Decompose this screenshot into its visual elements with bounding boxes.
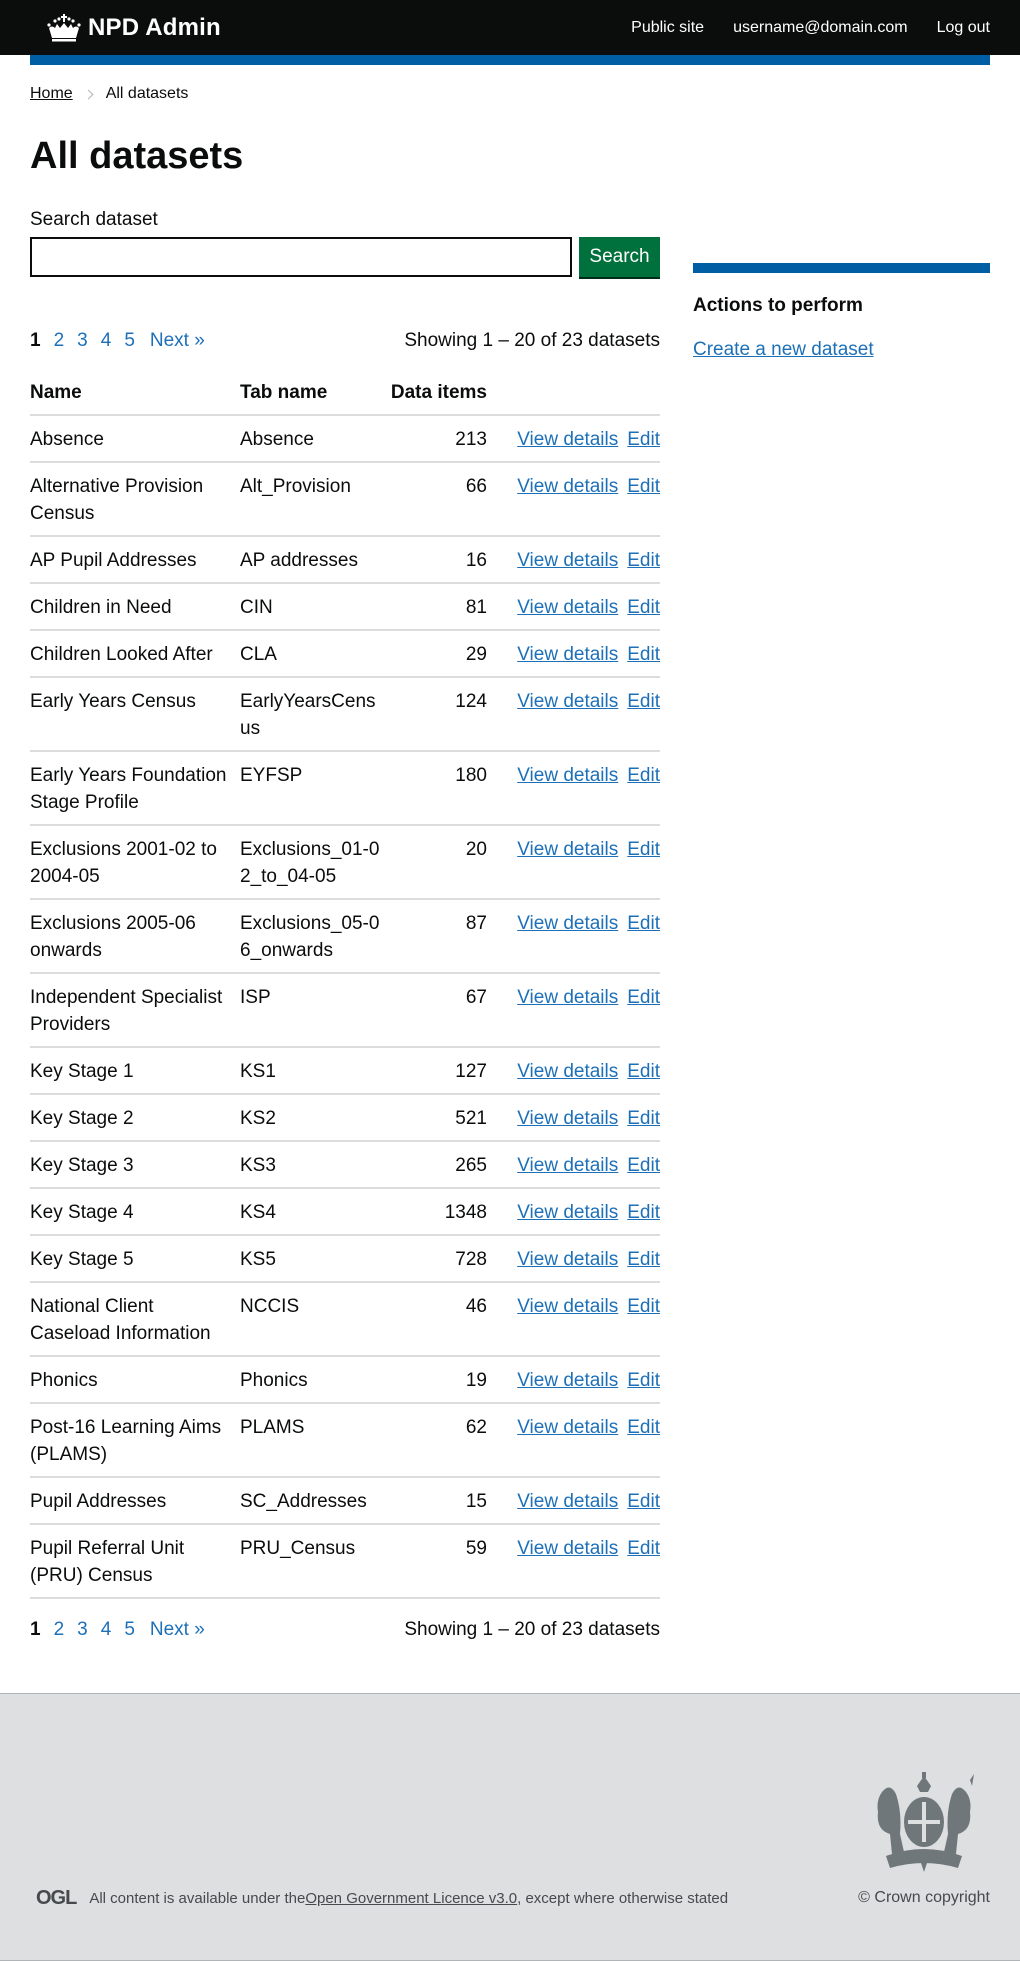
table-header-row — [30, 371, 660, 415]
licence-suffix: , except where otherwise stated — [517, 1889, 729, 1907]
dataset-name: Pupil Addresses — [30, 1477, 240, 1524]
dataset-tab-name: KS5 — [240, 1235, 390, 1282]
dataset-name: Children Looked After — [30, 630, 240, 677]
dataset-data-items: 16 — [390, 536, 497, 583]
dataset-name: Post-16 Learning Aims (PLAMS) — [30, 1403, 240, 1477]
table-row — [30, 1235, 660, 1282]
ogl-logo-icon: OGL — [36, 1886, 77, 1909]
dataset-tab-name: EarlyYearsCensus — [240, 677, 390, 751]
breadcrumb-home[interactable]: Home — [30, 85, 73, 102]
view-details-link[interactable]: View details — [517, 1490, 619, 1512]
dataset-name: Key Stage 2 — [30, 1094, 240, 1141]
dataset-tab-name: PLAMS — [240, 1403, 390, 1477]
table-row — [30, 630, 660, 677]
row-actions — [497, 899, 660, 973]
edit-link[interactable]: Edit — [627, 1490, 660, 1512]
dataset-name: Key Stage 3 — [30, 1141, 240, 1188]
search-label: Search dataset — [30, 208, 158, 230]
dataset-data-items: 66 — [390, 462, 497, 536]
dataset-tab-name: CLA — [240, 630, 390, 677]
table-row — [30, 1524, 660, 1598]
main-content — [30, 178, 660, 1641]
view-details-link[interactable]: View details — [517, 1416, 619, 1438]
copyright-text: © Crown copyright — [858, 1888, 990, 1906]
sidebar-heading: Actions to perform — [693, 294, 863, 316]
dataset-tab-name: Phonics — [240, 1356, 390, 1403]
row-actions — [497, 536, 660, 583]
edit-link[interactable]: Edit — [627, 596, 660, 618]
row-actions — [497, 630, 660, 677]
view-details-link[interactable]: View details — [517, 912, 619, 934]
dataset-name: Alternative Provision Census — [30, 462, 240, 536]
dataset-data-items: 213 — [390, 415, 497, 462]
dataset-tab-name: Exclusions_05-06_onwards — [240, 899, 390, 973]
table-row — [30, 415, 660, 462]
row-actions — [497, 1047, 660, 1094]
licence-link[interactable]: Open Government Licence v3.0 — [305, 1889, 518, 1907]
page-link-5[interactable]: 5 — [124, 329, 135, 351]
search-form — [30, 237, 660, 277]
edit-link[interactable]: Edit — [627, 1369, 660, 1391]
table-row — [30, 751, 660, 825]
column-header-data-items: Data items — [390, 371, 497, 415]
dataset-tab-name: NCCIS — [240, 1282, 390, 1356]
row-actions — [497, 1141, 660, 1188]
dataset-name: AP Pupil Addresses — [30, 536, 240, 583]
edit-link[interactable]: Edit — [627, 475, 660, 497]
datasets-table — [30, 371, 660, 1599]
app-title: NPD Admin — [88, 13, 221, 41]
row-actions — [497, 825, 660, 899]
licence-prefix: All content is available under the — [89, 1889, 306, 1907]
row-actions — [497, 1524, 660, 1598]
view-details-link[interactable]: View details — [517, 596, 619, 618]
dataset-name: Key Stage 4 — [30, 1188, 240, 1235]
dataset-tab-name: ISP — [240, 973, 390, 1047]
dataset-tab-name: Alt_Provision — [240, 462, 390, 536]
edit-link[interactable]: Edit — [627, 690, 660, 712]
table-row — [30, 1477, 660, 1524]
dataset-name: Exclusions 2001-02 to 2004-05 — [30, 825, 240, 899]
row-actions — [497, 1188, 660, 1235]
dataset-data-items: 265 — [390, 1141, 497, 1188]
search-button[interactable]: Search — [579, 237, 660, 277]
table-row — [30, 899, 660, 973]
breadcrumb — [30, 84, 990, 104]
results-summary: Showing 1 – 20 of 23 datasets — [404, 1618, 660, 1640]
table-row — [30, 462, 660, 536]
view-details-link[interactable]: View details — [517, 764, 619, 786]
search-input[interactable] — [30, 237, 572, 277]
pager — [30, 330, 205, 352]
dataset-data-items: 62 — [390, 1403, 497, 1477]
pagination-bottom — [30, 1619, 660, 1641]
view-details-link[interactable]: View details — [517, 1295, 619, 1317]
next-page-link[interactable]: Next » — [149, 1618, 205, 1640]
dataset-data-items: 20 — [390, 825, 497, 899]
dataset-data-items: 81 — [390, 583, 497, 630]
view-details-link[interactable]: View details — [517, 838, 619, 860]
row-actions — [497, 751, 660, 825]
dataset-name: Exclusions 2005-06 onwards — [30, 899, 240, 973]
page-link-4[interactable]: 4 — [100, 329, 112, 351]
dataset-data-items: 59 — [390, 1524, 497, 1598]
dataset-name: National Client Caseload Information — [30, 1282, 240, 1356]
dataset-tab-name: KS3 — [240, 1141, 390, 1188]
dataset-name: Pupil Referral Unit (PRU) Census — [30, 1524, 240, 1598]
dataset-tab-name: EYFSP — [240, 751, 390, 825]
dataset-data-items: 1348 — [390, 1188, 497, 1235]
home-logo-link[interactable] — [46, 13, 221, 43]
dataset-data-items: 87 — [390, 899, 497, 973]
dataset-data-items: 15 — [390, 1477, 497, 1524]
column-header-tab-name: Tab name — [240, 371, 390, 415]
row-actions — [497, 1403, 660, 1477]
view-details-link[interactable]: View details — [517, 1248, 619, 1270]
page-link-2[interactable]: 2 — [53, 1618, 65, 1640]
dataset-tab-name: KS4 — [240, 1188, 390, 1235]
view-details-link[interactable]: View details — [517, 1369, 619, 1391]
row-actions — [497, 1477, 660, 1524]
view-details-link[interactable]: View details — [517, 1154, 619, 1176]
row-actions — [497, 415, 660, 462]
table-row — [30, 1188, 660, 1235]
dataset-data-items: 29 — [390, 630, 497, 677]
edit-link[interactable]: Edit — [627, 1154, 660, 1176]
table-row — [30, 1403, 660, 1477]
row-actions — [497, 462, 660, 536]
breadcrumb-current: All datasets — [105, 85, 189, 102]
results-summary: Showing 1 – 20 of 23 datasets — [404, 329, 660, 351]
dataset-name: Children in Need — [30, 583, 240, 630]
view-details-link[interactable]: View details — [517, 1537, 619, 1559]
site-header — [0, 0, 1020, 55]
page-link-2[interactable]: 2 — [53, 329, 65, 351]
edit-link[interactable]: Edit — [627, 1201, 660, 1223]
crown-icon — [46, 13, 82, 43]
table-row — [30, 825, 660, 899]
row-actions — [497, 1356, 660, 1403]
page-link-3[interactable]: 3 — [77, 1618, 88, 1640]
edit-link[interactable]: Edit — [627, 1060, 660, 1082]
page-title: All datasets — [30, 135, 244, 177]
page-current: 1 — [30, 329, 41, 351]
row-actions — [497, 583, 660, 630]
dataset-tab-name: Exclusions_01-02_to_04-05 — [240, 825, 390, 899]
public-site-link[interactable]: Public site — [631, 18, 705, 36]
page-link-5[interactable]: 5 — [124, 1618, 135, 1640]
edit-link[interactable]: Edit — [627, 1537, 660, 1559]
table-row — [30, 1141, 660, 1188]
log-out-link[interactable]: Log out — [936, 18, 990, 36]
dataset-name: Early Years Foundation Stage Profile — [30, 751, 240, 825]
row-actions — [497, 1282, 660, 1356]
royal-coat-of-arms-icon — [862, 1772, 987, 1874]
table-row — [30, 1282, 660, 1356]
dataset-data-items: 124 — [390, 677, 497, 751]
view-details-link[interactable]: View details — [517, 690, 619, 712]
dataset-data-items: 180 — [390, 751, 497, 825]
dataset-data-items: 67 — [390, 973, 497, 1047]
pager — [30, 1619, 205, 1641]
table-row — [30, 583, 660, 630]
dataset-name: Independent Specialist Providers — [30, 973, 240, 1047]
sidebar-accent-bar — [693, 263, 990, 273]
dataset-name: Key Stage 5 — [30, 1235, 240, 1282]
table-row — [30, 536, 660, 583]
edit-link[interactable]: Edit — [627, 912, 660, 934]
dataset-data-items: 127 — [390, 1047, 497, 1094]
column-header-actions — [497, 371, 660, 415]
page-link-4[interactable]: 4 — [100, 1618, 112, 1640]
create-dataset-link[interactable]: Create a new dataset — [693, 338, 874, 360]
next-page-link[interactable]: Next » — [149, 329, 205, 351]
chevron-right-icon — [83, 89, 93, 99]
table-row — [30, 1094, 660, 1141]
table-row — [30, 973, 660, 1047]
table-row — [30, 1047, 660, 1094]
column-header-name: Name — [30, 371, 240, 415]
edit-link[interactable]: Edit — [627, 838, 660, 860]
view-details-link[interactable]: View details — [517, 549, 619, 571]
edit-link[interactable]: Edit — [627, 428, 660, 450]
dataset-tab-name: CIN — [240, 583, 390, 630]
pagination-top — [30, 330, 660, 352]
view-details-link[interactable]: View details — [517, 986, 619, 1008]
header-accent-bar — [30, 55, 990, 65]
dataset-name: Phonics — [30, 1356, 240, 1403]
row-actions — [497, 973, 660, 1047]
view-details-link[interactable]: View details — [517, 643, 619, 665]
licence-info — [36, 1887, 728, 1910]
view-details-link[interactable]: View details — [517, 475, 619, 497]
row-actions — [497, 1094, 660, 1141]
dataset-tab-name: Absence — [240, 415, 390, 462]
edit-link[interactable]: Edit — [627, 549, 660, 571]
edit-link[interactable]: Edit — [627, 1248, 660, 1270]
dataset-name: Key Stage 1 — [30, 1047, 240, 1094]
crown-copyright — [858, 1772, 990, 1908]
view-details-link[interactable]: View details — [517, 1060, 619, 1082]
view-details-link[interactable]: View details — [517, 1107, 619, 1129]
site-footer — [0, 1693, 1020, 1961]
dataset-data-items: 728 — [390, 1235, 497, 1282]
row-actions — [497, 677, 660, 751]
edit-link[interactable]: Edit — [627, 1295, 660, 1317]
dataset-name: Early Years Census — [30, 677, 240, 751]
dataset-tab-name: SC_Addresses — [240, 1477, 390, 1524]
dataset-data-items: 19 — [390, 1356, 497, 1403]
actions-sidebar — [693, 263, 990, 1641]
dataset-data-items: 521 — [390, 1094, 497, 1141]
table-row — [30, 1356, 660, 1403]
user-account-link[interactable]: username@domain.com — [733, 18, 908, 36]
edit-link[interactable]: Edit — [627, 986, 660, 1008]
view-details-link[interactable]: View details — [517, 428, 619, 450]
page-current: 1 — [30, 1618, 41, 1640]
header-nav — [631, 19, 990, 37]
table-row — [30, 677, 660, 751]
dataset-name: Absence — [30, 415, 240, 462]
edit-link[interactable]: Edit — [627, 1107, 660, 1129]
dataset-tab-name: AP addresses — [240, 536, 390, 583]
row-actions — [497, 1235, 660, 1282]
edit-link[interactable]: Edit — [627, 643, 660, 665]
view-details-link[interactable]: View details — [517, 1201, 619, 1223]
dataset-tab-name: KS2 — [240, 1094, 390, 1141]
dataset-tab-name: KS1 — [240, 1047, 390, 1094]
dataset-data-items: 46 — [390, 1282, 497, 1356]
edit-link[interactable]: Edit — [627, 1416, 660, 1438]
dataset-tab-name: PRU_Census — [240, 1524, 390, 1598]
edit-link[interactable]: Edit — [627, 764, 660, 786]
page-link-3[interactable]: 3 — [77, 329, 88, 351]
